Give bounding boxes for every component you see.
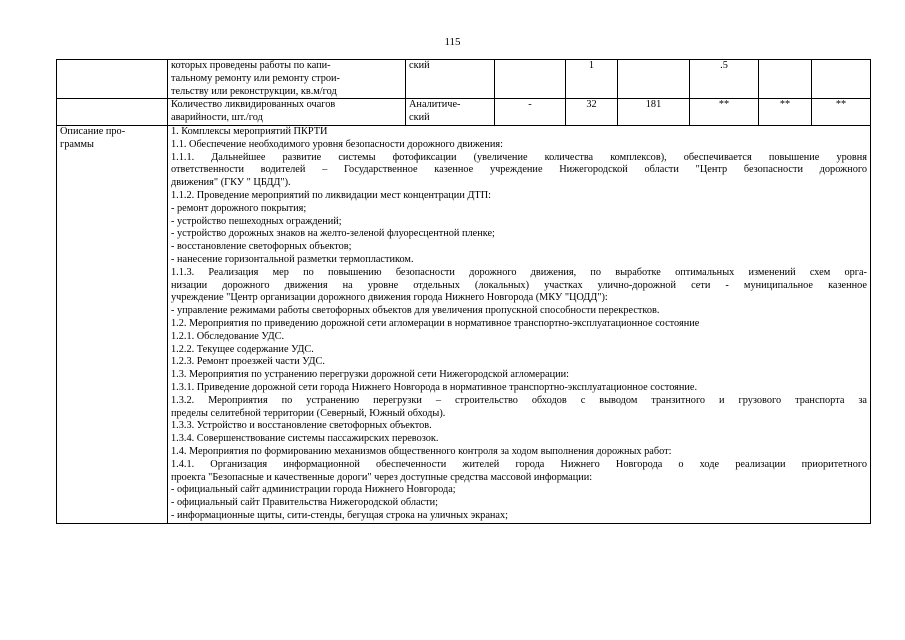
description-line: 1.4. Мероприятия по формированию механизмов общественного контроля за ходом выполнения дорожных работ:	[171, 445, 672, 457]
value-cell	[618, 60, 690, 99]
indicator-line: Количество ликвидированных очагов	[171, 99, 336, 111]
description-line: 1.3.2. Мероприятия по устранению перегрузки – строительство обходов с выводом транзитного и грузового транспорта за	[171, 394, 867, 406]
method-cell	[406, 99, 495, 126]
description-line: 1.3.1. Приведение дорожной сети города Нижнего Новгорода в нормативное транспортно-эксплуатационное состояние.	[171, 381, 698, 393]
description-line: - устройство дорожных знаков на желто-зеленой флуоресцентной пленке;	[171, 228, 495, 240]
empty-label-cell	[57, 99, 168, 126]
method-line: ский	[409, 60, 430, 71]
description-line: 1.1.2. Проведение мероприятий по ликвидации мест концентрации ДТП:	[171, 189, 492, 201]
value-cell: .5	[690, 60, 759, 99]
indicator-line: тельству или реконструкции, кв.м/год	[171, 85, 337, 97]
description-line: 1.4.1. Организация информационной обеспеченности жителей города Нижнего Новгорода о ходе реализации приоритетного	[171, 458, 867, 470]
value-cell: **	[759, 99, 812, 126]
description-line: ответственности водителей – Государственное казенное учреждение Нижегородской области "Центр безопасности дорожного	[171, 164, 867, 176]
description-line: - восстановление светофорных объектов;	[171, 241, 352, 253]
method-line: Аналитиче-	[409, 99, 461, 111]
value-cell: 32	[566, 99, 618, 126]
description-line: движения" (ГКУ " ЦБДД").	[171, 177, 291, 189]
method-cell	[406, 60, 495, 99]
value-cell: -	[495, 99, 566, 126]
description-line: - устройство пешеходных ограждений;	[171, 215, 342, 227]
indicator-line: тальному ремонту или ремонту строи-	[171, 72, 340, 84]
description-line: - официальный сайт Правительства Нижегородской области;	[171, 497, 438, 509]
program-table	[56, 59, 871, 524]
table-row	[57, 99, 871, 126]
description-line: 1.2.2. Текущее содержание УДС.	[171, 343, 314, 355]
description-line: учреждение "Центр организации дорожного движения города Нижнего Новгорода (МКУ "ЦОДД"):	[171, 292, 608, 304]
indicator-line: аварийности, шт./год	[171, 112, 263, 124]
description-line: 1. Комплексы мероприятий ПКРТИ	[171, 125, 328, 137]
description-line: - нанесение горизонтальной разметки термопластиком.	[171, 253, 414, 265]
description-line: 1.1. Обеспечение необходимого уровня безопасности дорожного движения:	[171, 138, 503, 150]
table-row	[57, 60, 871, 99]
value-cell	[759, 60, 812, 99]
method-line: ский	[409, 112, 430, 124]
description-line: - информационные щиты, сити-стенды, бегущая строка на уличных экранах;	[171, 509, 508, 521]
indicator-cell	[168, 60, 406, 99]
description-line: низации дорожного движения на уровне отдельных (локальных) участках улично-дорожной сети - муниципальное казенное	[171, 279, 867, 291]
empty-label-cell	[57, 60, 168, 99]
description-line: 1.2. Мероприятия по приведению дорожной сети агломерации в нормативное транспортно-эксплуатационное состояние	[171, 317, 700, 329]
description-line: пределы селитебной территории (Северный, Южный обходы).	[171, 407, 446, 419]
description-line: - ремонт дорожного покрытия;	[171, 202, 307, 214]
description-line: 1.2.1. Обследование УДС.	[171, 330, 285, 342]
indicator-cell	[168, 99, 406, 126]
indicator-line: которых проведены работы по капи-	[171, 60, 331, 71]
description-line: - управление режимами работы светофорных объектов для увеличения пропускной способности перекрестков.	[171, 305, 660, 317]
page-number: 115	[444, 36, 461, 48]
description-line: 1.3.3. Устройство и восстановление светофорных объектов.	[171, 420, 432, 432]
value-cell	[495, 60, 566, 99]
table-body	[57, 60, 871, 524]
description-label-line: граммы	[60, 138, 94, 150]
description-line: - официальный сайт администрации города Нижнего Новгорода;	[171, 484, 456, 496]
description-line: 1.1.3. Реализация мер по повышению безопасности дорожного движения, по выработке оптимальных изменений схем орга-	[171, 266, 867, 278]
description-line: 1.3.4. Совершенствование системы пассажирских перевозок.	[171, 433, 439, 445]
value-cell: 1	[566, 60, 618, 99]
description-line: 1.2.3. Ремонт проезжей части УДС.	[171, 356, 325, 368]
value-cell: **	[690, 99, 759, 126]
value-cell: **	[812, 99, 871, 126]
description-text-cell	[168, 125, 871, 523]
value-cell: 181	[618, 99, 690, 126]
description-line: проекта "Безопасные и качественные дороги" через доступные средства массовой информации:	[171, 471, 593, 483]
description-row	[57, 125, 871, 523]
value-cell	[812, 60, 871, 99]
description-label-line: Описание про-	[60, 125, 126, 137]
description-line: 1.1.1. Дальнейшее развитие системы фотофиксации (увеличение количества комплексов), обеспечивается повышение уровня	[171, 151, 867, 163]
description-line: 1.3. Мероприятия по устранению перегрузки дорожной сети Нижегородской агломерации:	[171, 369, 569, 381]
description-label-cell	[57, 125, 168, 523]
